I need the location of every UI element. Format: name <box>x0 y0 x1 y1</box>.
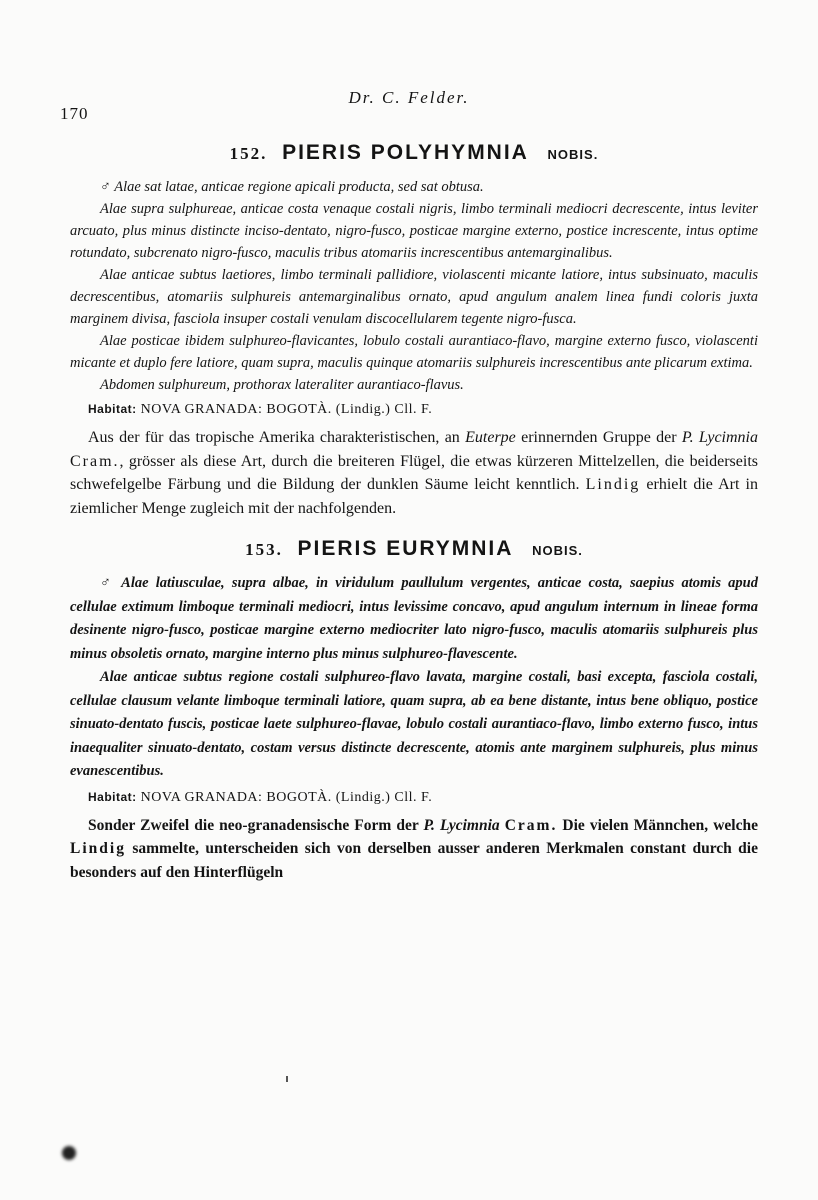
species-number: 152. <box>229 144 268 163</box>
habitat-label: Habitat: <box>88 402 137 416</box>
species-reference: P. Lycimnia <box>681 429 758 446</box>
latin-description: Alae anticae subtus regione costali sulphureo-flavo lavata, margine costali, basi excepta, fasciola costali, cellulae clausum velante limboque terminali latiore, quam supra, ab ea bene distante, intus bene obliquo, postice sinuato-dentato fuscis, posticae laete sulphureo-flavae, lobulo costali aurantiaco-flavo, limbo externo fusco, intus inaequaliter sinuato-dentato, costam versus distincte decrescente, atomis ante marginem sulphureis, plus minus evanescentibus. <box>70 669 758 779</box>
latin-description: ♂ Alae sat latae, anticae regione apicali producta, sed sat obtusa. <box>100 179 484 195</box>
genus-name: Euterpe <box>465 429 516 446</box>
habitat-label: Habitat: <box>88 789 137 804</box>
paper-speck <box>286 1076 288 1082</box>
author-name: Cram. <box>70 452 120 470</box>
latin-description: ♂ Alae latiusculae, supra albae, in viridulum paullulum vergentes, anticae costa, saepius atomis apud cellulae extimum limboque terminali mediocri, intus levissime concavo, apud angulum internum in lineae forma desinente nigro-fusco, posticae margine externo mediocriter lato nigro-fusco, maculis atomariis sulphureis plus minus obsoletis ornato, margine interno plus minus sulphureo-flavescente. <box>70 575 758 662</box>
page-number: 170 <box>60 104 89 123</box>
text-run: sammelte, unterscheiden sich von derselben ausser anderen Merkmalen constant durch die besonders auf den Hinterflügeln <box>70 840 758 881</box>
habitat-line <box>70 790 758 806</box>
text-run: Die vielen Männchen, welche <box>557 816 758 834</box>
species-153-heading <box>70 534 758 562</box>
collector-name: Lindig <box>585 476 641 493</box>
text-run: erinnernden Gruppe der <box>515 429 682 446</box>
species-reference: P. Lycimnia <box>423 816 500 834</box>
running-head: Dr. C. Felder. <box>348 88 470 107</box>
text-run: Sonder Zweifel die neo-granadensische Form der <box>88 816 424 834</box>
species-name: PIERIS EURYMNIA <box>297 537 514 560</box>
collector-name: Lindig <box>70 840 126 857</box>
habitat-line <box>70 402 758 418</box>
text-run: erhielt die Art in ziemlicher Menge zugleich mit der nachfolgenden. <box>70 476 759 517</box>
latin-description: Alae posticae ibidem sulphureo-flavicantes, lobulo costali aurantiaco-flavo, margine externo fusco, violascenti micante et duplo fere latiore, quam supra, maculis quinque atomariis sulphureis increscentibus ante plicarum extima. <box>70 333 758 371</box>
species-authority: NOBIS. <box>532 543 583 558</box>
species-number: 153. <box>245 540 283 559</box>
species-153-section <box>70 534 758 884</box>
species-authority: NOBIS. <box>547 147 599 162</box>
ink-blot <box>62 1146 76 1160</box>
habitat-text: NOVA GRANADA: BOGOTÀ. (Lindig.) Cll. F. <box>140 402 433 417</box>
text-run: Aus der für das tropische Amerika charakteristischen, an <box>88 429 466 446</box>
habitat-text: NOVA GRANADA: BOGOTÀ. (Lindig.) Cll. F. <box>140 789 433 805</box>
latin-description: Abdomen sulphureum, prothorax lateraliter aurantiaco-flavus. <box>100 377 464 393</box>
author-name: Cram. <box>504 816 558 834</box>
page-content <box>70 138 758 894</box>
german-commentary <box>70 426 758 520</box>
species-name: PIERIS POLYHYMNIA <box>282 141 529 164</box>
species-152-heading <box>70 138 758 166</box>
german-commentary <box>70 814 758 885</box>
text-run: , grösser als diese Art, durch die breiteren Flügel, die etwas kürzeren Mittelzellen, die beiderseits schwefelgelbe Färbung und die Bildung der dunklen Säume leicht kenntlich. <box>70 452 758 493</box>
species-152-section <box>70 138 758 520</box>
latin-description: Alae supra sulphureae, anticae costa venaque costali nigris, limbo terminali mediocri decrescente, intus leviter arcuato, plus minus distincte inciso-dentato, nigro-fusco, posticae margine externo, postice increscente, intus optime rotundato, subcrenato nigro-fusco, maculis tribus atomariis increscentibus antemarginalibus. <box>70 201 758 261</box>
latin-description: Alae anticae subtus laetiores, limbo terminali pallidiore, violascenti micante latiore, intus subsinuato, maculis decrescentibus, atomariis sulphureis antemarginalibus ornato, apud angulum analem linea fundi coloris juxta marginem divisa, fasciola insuper costali venulam discocellularem tegente nigro-fusca. <box>70 267 758 327</box>
